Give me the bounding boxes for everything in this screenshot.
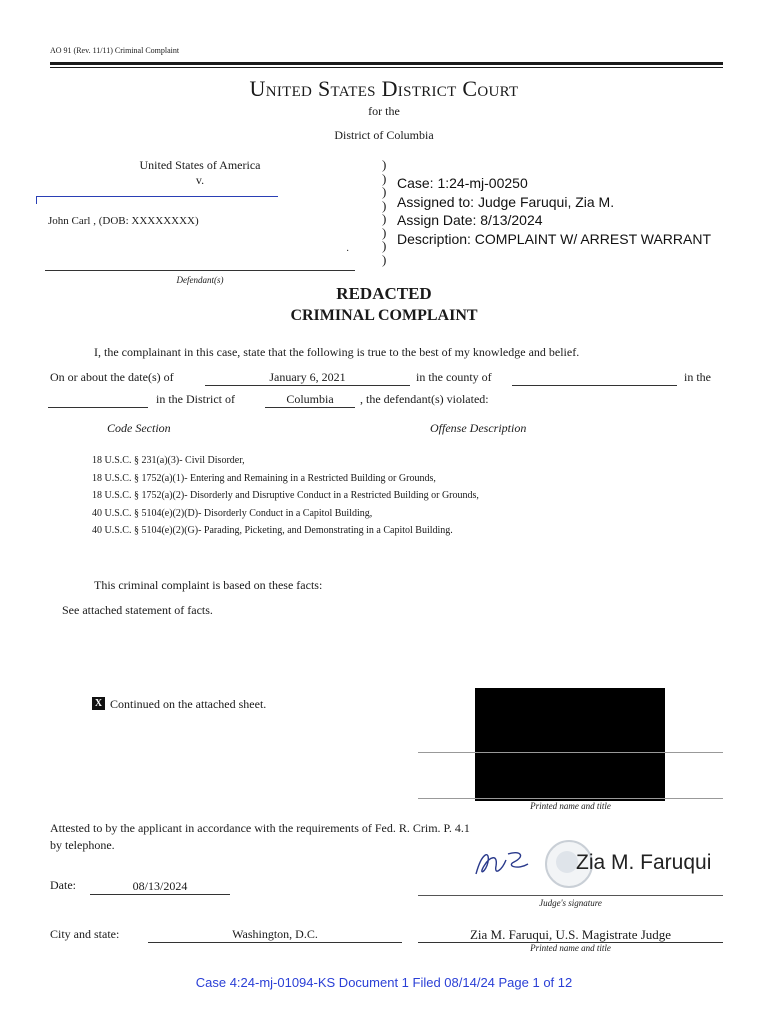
county-label: in the county of [416,370,492,384]
field-highlight-tick [36,196,37,204]
judge-printed-label: Printed name and title [530,943,611,953]
continued-checkbox[interactable]: X [92,697,105,710]
field-highlight-rule [36,196,278,197]
in-the-label: in the [684,370,711,384]
defendant-underline [45,270,355,271]
document-title: CRIMINAL COMPLAINT [290,307,478,324]
date-label: Date: [50,878,76,892]
see-attached-statement: See attached statement of facts. [62,603,213,617]
violation-item: 40 U.S.C. § 5104(e)(2)(G)- Parading, Picketing, and Demonstrating in a Capitol Building. [92,525,453,536]
signature-scribble-icon [468,844,538,884]
offense-description-header: Offense Description [430,421,527,435]
on-or-about-label: On or about the date(s) of [50,370,174,384]
city-state-value: Washington, D.C. [232,927,318,941]
violation-item: 18 U.S.C. § 231(a)(3)- Civil Disorder, [92,455,245,466]
violation-item: 18 U.S.C. § 1752(a)(1)- Entering and Remaining in a Restricted Building or Grounds, [92,472,436,484]
facts-intro: This criminal complaint is based on these facts: [94,578,323,592]
defendant-name: John Carl , (DOB: XXXXXXXX) [48,215,199,227]
case-description: Description: COMPLAINT W/ ARREST WARRANT [397,230,712,247]
form-identifier: AO 91 (Rev. 11/11) Criminal Complaint [50,46,180,55]
state-underline [48,407,148,408]
violated-label: , the defendant(s) violated: [360,392,489,406]
filing-stamp: Case 4:24-mj-01094-KS Document 1 Filed 08/14/24 Page 1 of 12 [195,975,573,990]
judge-printed-name: Zia M. Faruqui, U.S. Magistrate Judge [469,927,672,942]
case-number: Case: 1:24-mj-00250 [397,175,528,191]
violation-item: 40 U.S.C. § 5104(e)(2)(D)- Disorderly Conduct in a Capitol Building, [92,507,373,519]
city-underline [148,942,402,943]
offense-date: January 6, 2021 [269,370,346,384]
complainant-name-line [418,798,723,799]
defendant-label: Defendant(s) [176,275,224,285]
header-rule-thin [50,67,723,68]
redacted-heading: REDACTED [336,284,432,303]
header-rule-thick [50,62,723,65]
stray-mark: · [346,246,350,257]
violations-list [92,452,479,540]
district-underline [265,407,355,408]
assigned-judge: Assigned to: Judge Faruqui, Zia M. [397,193,615,210]
for-the-label: for the [368,104,400,118]
judge-signature-label: Judge's signature [539,898,602,908]
city-state-label: City and state: [50,927,120,941]
redaction-box [475,688,665,801]
attestation-text: Attested to by the applicant in accordance with the requirements of Fed. R. Crim. P. 4.1 by telephone. [50,821,470,852]
complainant-printed-label: Printed name and title [530,801,611,811]
judge-signature-line [418,895,723,896]
date-underline [90,894,230,895]
assign-date: Assign Date: 8/13/2024 [397,212,543,228]
case-assignment-stamp [397,174,711,248]
continued-label: Continued on the attached sheet. [110,697,267,711]
court-title: United States District Court [249,76,519,101]
plaintiff-name: United States of America [139,158,261,172]
caption-parentheses: ) ) ) ) ) ) ) ) [382,157,387,267]
complainant-signature-line [418,752,723,753]
court-seal-center [556,851,578,873]
district-name: District of Columbia [334,128,434,142]
code-section-header: Code Section [107,421,171,435]
district-value: Columbia [286,392,334,406]
offense-date-underline [205,385,410,386]
versus-label: v. [195,173,205,187]
district-of-label: in the District of [156,392,235,406]
date-value: 08/13/2024 [132,879,188,893]
judge-signature: Zia M. Faruqui [576,851,712,874]
violation-item: 18 U.S.C. § 1752(a)(2)- Disorderly and Disruptive Conduct in a Restricted Building or Grounds, [92,490,479,501]
county-underline [512,385,677,386]
complainant-statement: I, the complainant in this case, state that the following is true to the best of my knowledge and belief. [94,345,580,359]
